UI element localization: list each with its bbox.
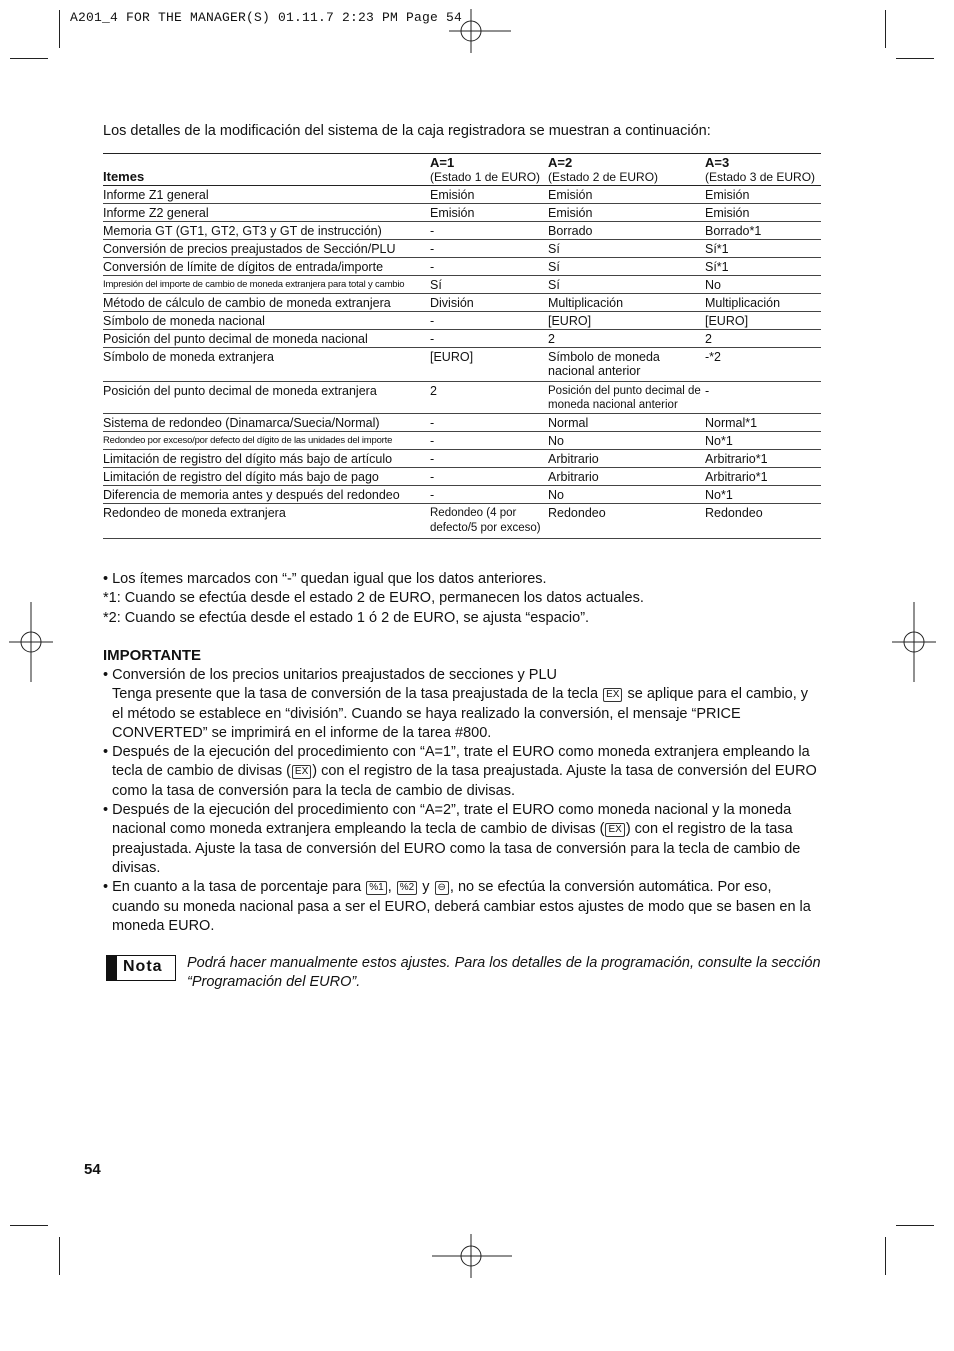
crop-mark (885, 10, 886, 48)
ex-key-icon: EX (605, 823, 624, 837)
text-fragment: se aplique para el cambio, y el método se establece en “división”. Cuando se haya realizado la conversión, el mensaje “PRICE CONVERTED” se imprimirá en el informe de la tarea #800. (112, 686, 809, 741)
text-fragment: , (387, 879, 396, 896)
cell-a3: No (705, 276, 821, 294)
text-fragment: ) con el registro de la tasa preajustada. Ajuste la tasa de conversión del EURO como la tasa de conversión para la tecla de cambio de divisas. (112, 763, 817, 799)
table-row (103, 330, 821, 348)
note-dash: • Los ítemes marcados con “-” quedan igual que los datos anteriores. (103, 571, 547, 587)
cell-item: Posición del punto decimal de moneda nacional (103, 330, 430, 348)
print-header: A201_4 FOR THE MANAGER(S) 01.11.7 2:23 PM Page 54 (70, 10, 463, 25)
registration-mark-bottom (432, 1234, 512, 1278)
cell-a3: Multiplicación (705, 294, 821, 312)
important-heading: IMPORTANTE (103, 647, 202, 664)
table-row (103, 294, 821, 312)
text-fragment: , no se efectúa la conversión automática. Por eso, cuando su moneda nacional pasa a ser el EURO, deberá cambiar estos ajustes de modo que se basen en la moneda EURO. (112, 879, 811, 934)
cell-a3: Emisión (705, 186, 821, 204)
important-item: • Conversión de los precios unitarios preajustados de secciones y PLU (103, 667, 558, 683)
text-fragment: y (418, 879, 434, 896)
registration-mark-left (9, 602, 53, 682)
cell-a3: [EURO] (705, 312, 821, 330)
table-row (103, 414, 821, 432)
cell-item: Impresión del importe de cambio de moneda extranjera para total y cambio (103, 276, 430, 294)
important-item: • En cuanto a la tasa de porcentaje para %1 , %2 y ⊖ , no se efectúa la conversión automática. Por eso, cuando su moneda nacional pasa a ser el EURO, deberá cambiar estos ajustes de modo que se basen en la moneda EURO. (103, 879, 811, 934)
col-a3-subheader: (Estado 3 de EURO) (705, 170, 816, 184)
table-header-row (103, 154, 821, 186)
minus-key-icon: ⊖ (435, 881, 449, 895)
cell-a2: Emisión (548, 186, 705, 204)
table-row (103, 312, 821, 330)
cell-item: Posición del punto decimal de moneda extranjera (103, 382, 430, 414)
cell-a2: No (548, 486, 705, 504)
cell-item: Sistema de redondeo (Dinamarca/Suecia/Normal) (103, 414, 430, 432)
cell-a1: - (430, 486, 548, 504)
col-a3-header: A=3 (705, 155, 730, 170)
cell-a1: Redondeo (4 por defecto/5 por exceso) (430, 504, 548, 539)
table-row (103, 348, 821, 382)
cell-a1: [EURO] (430, 348, 548, 382)
cell-item: Símbolo de moneda extranjera (103, 348, 430, 382)
text-fragment: Después de la ejecución del procedimiento con “A=1”, trate el EURO como moneda extranjera empleando la tecla de cambio de divisas ( (112, 744, 810, 780)
cell-a3: No*1 (705, 432, 821, 450)
cell-a2: Arbitrario (548, 468, 705, 486)
cell-a1: - (430, 222, 548, 240)
cell-a3: -*2 (705, 348, 821, 382)
note-1: *1: Cuando se efectúa desde el estado 2 de EURO, permanecen los datos actuales. (103, 590, 644, 607)
cell-a1: - (430, 432, 548, 450)
cell-item: Limitación de registro del dígito más bajo de artículo (103, 450, 430, 468)
table-row (103, 432, 821, 450)
text-fragment: En cuanto a la tasa de porcentaje para (112, 879, 366, 896)
important-item: • Después de la ejecución del procedimiento con “A=1”, trate el EURO como moneda extranjera empleando la tecla de cambio de divisas ( EX ) con el registro de la tasa preajustada. Ajuste la tasa de conversión del EURO como la tasa de conversión para la tecla de cambio de divisas. (103, 744, 817, 799)
crop-mark (896, 1225, 934, 1226)
col-items-header: Itemes (103, 169, 145, 184)
cell-item: Conversión de precios preajustados de Sección/PLU (103, 240, 430, 258)
cell-a3: No*1 (705, 486, 821, 504)
cell-a1: - (430, 468, 548, 486)
page-number: 54 (84, 1161, 101, 1178)
col-a2-subheader: (Estado 2 de EURO) (548, 170, 659, 184)
cell-a1: - (430, 414, 548, 432)
table-row (103, 258, 821, 276)
cell-a1: - (430, 330, 548, 348)
cell-a2: 2 (548, 330, 705, 348)
note-2: *2: Cuando se efectúa desde el estado 1 ó 2 de EURO, se ajusta “espacio”. (103, 609, 590, 626)
cell-a2: Sí (548, 240, 705, 258)
crop-mark (896, 58, 934, 59)
nota-badge (106, 955, 176, 981)
cell-a3: Emisión (705, 204, 821, 222)
col-a1-header: A=1 (430, 155, 455, 170)
cell-a2: Normal (548, 414, 705, 432)
cell-a2: No (548, 432, 705, 450)
cell-a3: Redondeo (705, 504, 821, 539)
cell-item: Diferencia de memoria antes y después del redondeo (103, 486, 430, 504)
crop-mark (885, 1237, 886, 1275)
table-row (103, 486, 821, 504)
ex-key-icon: EX (292, 765, 311, 779)
cell-a3: Sí*1 (705, 240, 821, 258)
cell-a2: Posición del punto decimal de moneda nacional anterior (548, 382, 705, 414)
important-list (103, 666, 821, 936)
cell-a3: Borrado*1 (705, 222, 821, 240)
intro-text: Los detalles de la modificación del sistema de la caja registradora se muestran a continuación: (103, 123, 711, 139)
cell-a1: - (430, 312, 548, 330)
nota-bar-icon (107, 956, 117, 980)
text-fragment: Tenga presente que la tasa de conversión de la tasa preajustada de la tecla (112, 686, 603, 703)
cell-a1: Emisión (430, 186, 548, 204)
cell-a2: [EURO] (548, 312, 705, 330)
table-row (103, 186, 821, 204)
cell-a3: Normal*1 (705, 414, 821, 432)
modification-table (103, 153, 821, 539)
cell-a2: Emisión (548, 204, 705, 222)
cell-a1: Sí (430, 276, 548, 294)
text-fragment: ) con el registro de la tasa preajustada. Ajuste la tasa de conversión del EURO como la tasa de conversión para la tecla de cambio de divisas. (112, 821, 801, 876)
important-item: • Después de la ejecución del procedimiento con “A=2”, trate el EURO como moneda nacional y la moneda nacional como moneda extranjera empleando la tecla de cambio de divisas ( EX ) con el registro de la tasa preajustada. Ajuste la tasa de conversión del EURO como la tasa de conversión para la tecla de cambio de divisas. (103, 802, 801, 876)
cell-a1: División (430, 294, 548, 312)
crop-mark (59, 1237, 60, 1275)
cell-a1: Emisión (430, 204, 548, 222)
nota-text: Podrá hacer manualmente estos ajustes. Para los detalles de la programación, consulte la sección “Programación del EURO”. (187, 955, 821, 991)
table-row (103, 468, 821, 486)
percent1-key-icon: %1 (366, 881, 386, 895)
registration-mark-right (892, 602, 936, 682)
table-row (103, 504, 821, 539)
cell-item: Conversión de límite de dígitos de entrada/importe (103, 258, 430, 276)
cell-item: Método de cálculo de cambio de moneda extranjera (103, 294, 430, 312)
cell-a3: - (705, 382, 821, 414)
important-item-title: Conversión de los precios unitarios preajustados de secciones y PLU (112, 667, 558, 683)
cell-item: Informe Z1 general (103, 186, 430, 204)
cell-a2: Multiplicación (548, 294, 705, 312)
cell-item: Informe Z2 general (103, 204, 430, 222)
nota-label: Nota (123, 958, 163, 975)
text-fragment: Después de la ejecución del procedimiento con “A=2”, trate el EURO como moneda nacional y la moneda nacional como moneda extranjera empleando la tecla de cambio de divisas ( (112, 802, 792, 838)
cell-a2: Sí (548, 258, 705, 276)
cell-a3: Sí*1 (705, 258, 821, 276)
table-notes (103, 570, 823, 628)
cell-a2: Redondeo (548, 504, 705, 539)
table-row (103, 240, 821, 258)
cell-a2: Borrado (548, 222, 705, 240)
col-a2-header: A=2 (548, 155, 573, 170)
cell-item: Limitación de registro del dígito más bajo de pago (103, 468, 430, 486)
crop-mark (59, 10, 60, 48)
cell-item: Redondeo de moneda extranjera (103, 504, 430, 539)
table-row (103, 382, 821, 414)
cell-item: Redondeo por exceso/por defecto del dígito de las unidades del importe (103, 432, 430, 450)
table-row (103, 222, 821, 240)
cell-a1: - (430, 450, 548, 468)
cell-a1: - (430, 258, 548, 276)
cell-a1: 2 (430, 382, 548, 414)
cell-a3: Arbitrario*1 (705, 450, 821, 468)
cell-a2: Símbolo de moneda nacional anterior (548, 348, 705, 382)
cell-a2: Arbitrario (548, 450, 705, 468)
table-row (103, 276, 821, 294)
cell-a2: Sí (548, 276, 705, 294)
ex-key-icon: EX (603, 688, 622, 702)
cell-a3: 2 (705, 330, 821, 348)
crop-mark (10, 58, 48, 59)
table-row (103, 450, 821, 468)
cell-item: Símbolo de moneda nacional (103, 312, 430, 330)
col-a1-subheader: (Estado 1 de EURO) (430, 170, 541, 184)
table-row (103, 204, 821, 222)
percent2-key-icon: %2 (397, 881, 417, 895)
crop-mark (10, 1225, 48, 1226)
cell-a3: Arbitrario*1 (705, 468, 821, 486)
cell-a1: - (430, 240, 548, 258)
important-item-body (103, 685, 821, 743)
cell-item: Memoria GT (GT1, GT2, GT3 y GT de instrucción) (103, 222, 430, 240)
